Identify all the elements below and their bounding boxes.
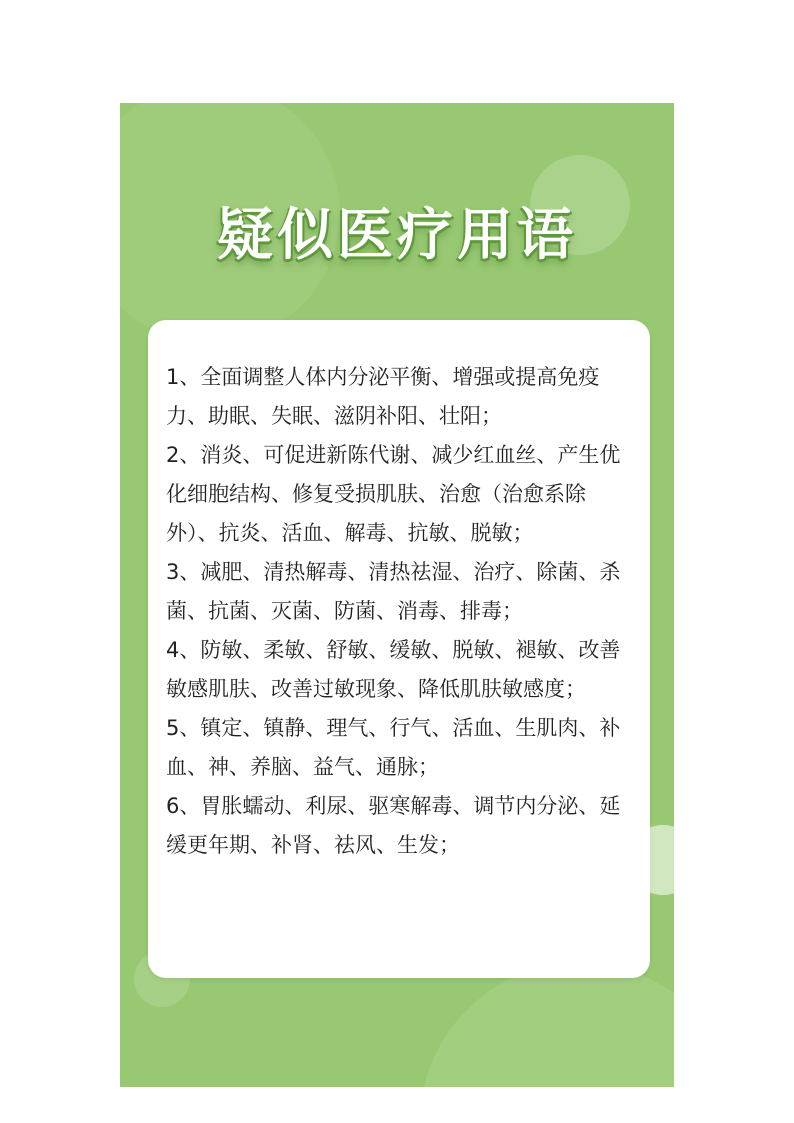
poster-title: 疑似医疗用语	[217, 203, 577, 268]
list-item: 1、全面调整人体内分泌平衡、增强或提高免疫力、助眠、失眠、滋阴补阳、壮阳；	[166, 365, 600, 428]
list-item: 6、胃胀蠕动、利尿、驱寒解毒、调节内分泌、延缓更年期、补肾、祛风、生发；	[166, 794, 621, 857]
decorative-circle	[420, 963, 674, 1087]
content-card	[148, 320, 650, 978]
list-item: 2、消炎、可促进新陈代谢、减少红血丝、产生优化细胞结构、修复受损肌肤、治愈（治愈系除外）、抗炎、活血、解毒、抗敏、脱敏；	[166, 443, 621, 545]
list-item: 5、镇定、镇静、理气、行气、活血、生肌肉、补血、神、养脑、益气、通脉；	[166, 716, 621, 779]
list-item: 3、减肥、清热解毒、清热祛湿、治疗、除菌、杀菌、抗菌、灭菌、防菌、消毒、排毒；	[166, 560, 621, 623]
term-list	[148, 320, 650, 865]
poster-background	[120, 103, 674, 1087]
list-item: 4、防敏、柔敏、舒敏、缓敏、脱敏、褪敏、改善敏感肌肤、改善过敏现象、降低肌肤敏感度；	[166, 638, 621, 701]
